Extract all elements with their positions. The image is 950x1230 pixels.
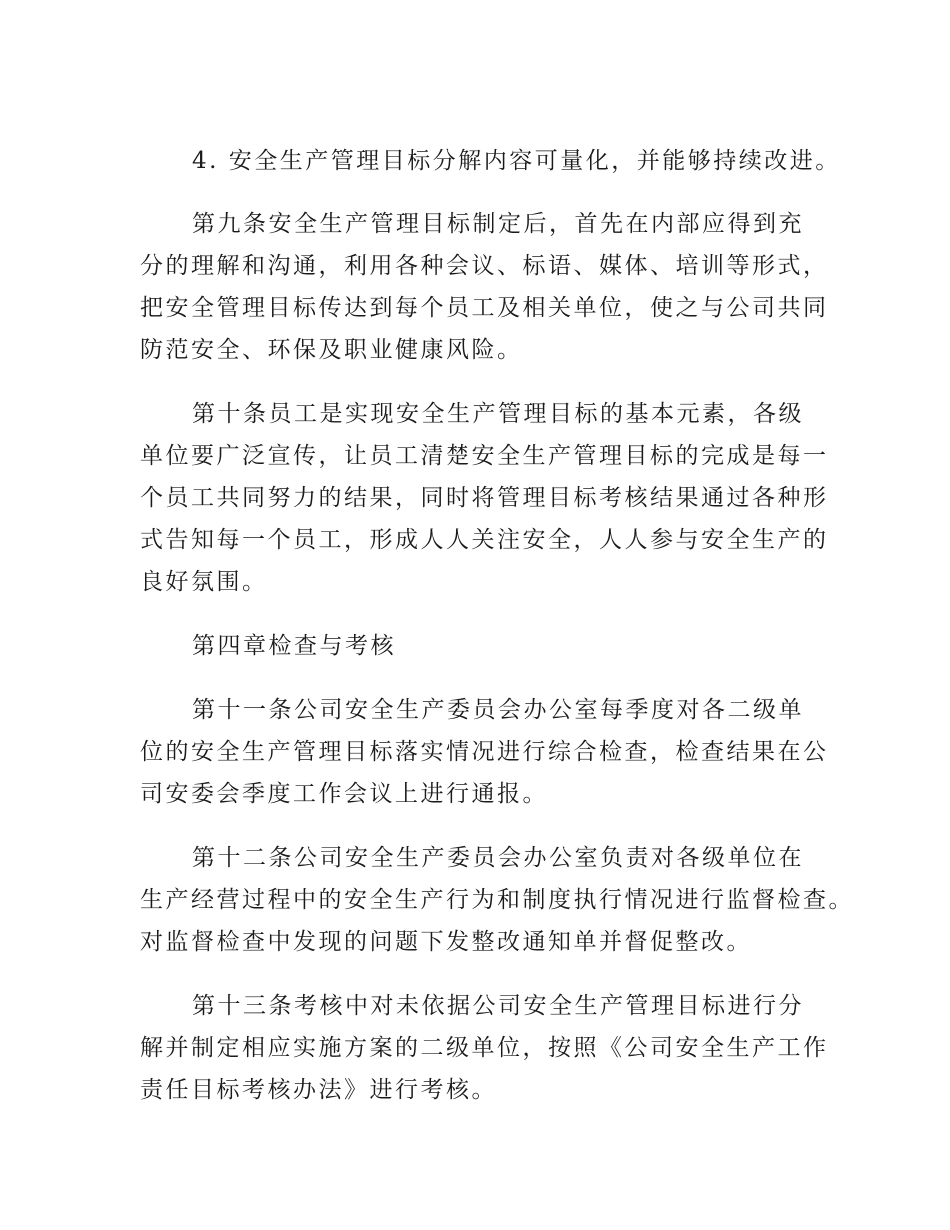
article-9-line-2: 分的理解和沟通，利用各种会议、标语、媒体、培训等形式， — [140, 253, 829, 279]
article-13-line-1: 第十三条考核中对未依据公司安全生产管理目标进行分 — [192, 993, 804, 1019]
chapter-4-heading: 第四章检查与考核 — [192, 633, 396, 659]
article-10-line-5: 良好氛围。 — [140, 569, 268, 595]
article-11-line-3: 司安委会季度工作会议上进行通报。 — [140, 781, 548, 807]
article-10-line-3: 个员工共同努力的结果，同时将管理目标考核结果通过各种形 — [140, 485, 829, 511]
article-13-line-3: 责任目标考核办法》进行考核。 — [140, 1077, 497, 1103]
article-11-line-2: 位的安全生产管理目标落实情况进行综合检查，检查结果在公 — [140, 739, 829, 765]
article-10-line-4: 式告知每一个员工，形成人人关注安全，人人参与安全生产的 — [140, 527, 829, 553]
article-10-line-1: 第十条员工是实现安全生产管理目标的基本元素，各级 — [192, 401, 804, 427]
article-12-line-1: 第十二条公司安全生产委员会办公室负责对各级单位在 — [192, 845, 804, 871]
article-11-line-1: 第十一条公司安全生产委员会办公室每季度对各二级单 — [192, 697, 804, 723]
item-4-text: 4. 安全生产管理目标分解内容可量化，并能够持续改进。 — [192, 148, 841, 174]
article-12-line-3: 对监督检查中发现的问题下发整改通知单并督促整改。 — [140, 929, 752, 955]
article-12-line-2: 生产经营过程中的安全生产行为和制度执行情况进行监督检查。 — [140, 887, 854, 913]
article-10-line-2: 单位要广泛宣传，让员工清楚安全生产管理目标的完成是每一 — [140, 443, 829, 469]
article-9-line-4: 防范安全、环保及职业健康风险。 — [140, 337, 523, 363]
article-13-line-2: 解并制定相应实施方案的二级单位，按照《公司安全生产工作 — [140, 1035, 829, 1061]
article-9-line-3: 把安全管理目标传达到每个员工及相关单位，使之与公司共同 — [140, 295, 829, 321]
article-9-line-1: 第九条安全生产管理目标制定后，首先在内部应得到充 — [192, 211, 804, 237]
